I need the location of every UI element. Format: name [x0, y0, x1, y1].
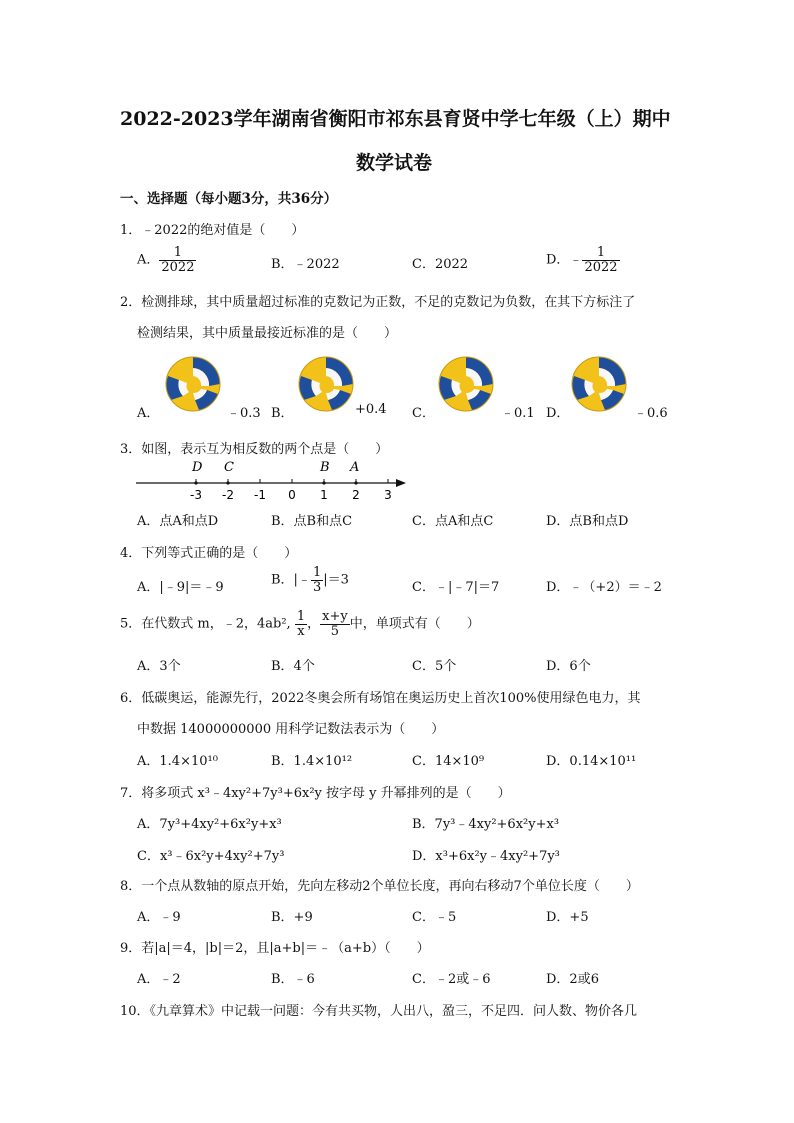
page-subtitle: 数学试卷	[356, 152, 433, 174]
q2-option-a-label: A．	[137, 406, 160, 421]
volleyball-a-image	[165, 356, 223, 414]
q8-option-d: D．+5	[546, 910, 589, 925]
q1-option-d	[546, 246, 620, 274]
tick-label-0: 0	[288, 488, 296, 502]
q6-stem-line2: 中数据 14000000000 用科学记数法表示为（ ）	[137, 722, 445, 737]
q3-option-d: D．点B和点D	[546, 514, 629, 529]
q6-option-b: B．1.4×10¹²	[271, 754, 353, 769]
q1-option-a	[137, 246, 196, 274]
q4-option-b	[271, 566, 349, 594]
q3-option-c: C．点A和点C	[412, 514, 494, 529]
q6-option-c: C．14×10⁹	[412, 754, 485, 769]
q1-d-fraction	[582, 246, 619, 274]
q2-option-b-label: B．	[271, 406, 294, 421]
q1-option-b: B．﹣2022	[271, 257, 340, 272]
q1-d-label: D．﹣	[546, 252, 583, 268]
q1-d-den: 2022	[584, 259, 618, 275]
page-title: 2022-2023学年湖南省衡阳市祁东县育贤中学七年级（上）期中	[120, 108, 671, 130]
q4-b-den: 3	[312, 579, 322, 595]
q2-stem-line2: 检测结果，其中质量最接近标准的是（ ）	[137, 326, 398, 341]
q5-stem	[120, 610, 480, 638]
q9-option-a: A．﹣2	[137, 972, 181, 987]
number-line-diagram	[130, 456, 415, 504]
q2-option-d-label: D．	[546, 406, 570, 421]
q3-option-b: B．点B和点C	[271, 514, 353, 529]
tick-label-2: 2	[352, 488, 360, 502]
q7-option-b: B．7y³﹣4xy²+6x²y+x³	[412, 817, 560, 832]
q8-option-a: A．﹣9	[137, 910, 181, 925]
point-label-a: A	[350, 460, 360, 475]
q1-a-den: 2022	[161, 259, 195, 275]
volleyball-c-image	[438, 356, 496, 414]
q4-option-d: D．﹣（+2）＝﹣2	[546, 580, 662, 595]
volleyball-d-image	[571, 356, 629, 414]
q6-stem-line1: 6．低碳奥运，能源先行，2022冬奥会所有场馆在奥运历史上首次100%使用绿色电力，其	[120, 691, 641, 706]
q1-a-label: A．	[137, 252, 160, 268]
q5-option-a: A．3个	[137, 659, 181, 674]
q2-option-c-label: C．	[412, 406, 435, 421]
q5-fraction-1	[295, 610, 307, 638]
q7-option-a: A．7y³+4xy²+6x²y+x³	[137, 817, 282, 832]
q9-option-b: B．﹣6	[271, 972, 315, 987]
q5-stem-suffix: 中，单项式有（ ）	[349, 616, 480, 632]
q5-stem-prefix: 5．在代数式 m，﹣2，4ab²,	[120, 616, 295, 632]
point-label-d: D	[192, 460, 203, 475]
q2-option-c-value: ﹣0.1	[501, 406, 535, 421]
q1-d-num: 1	[582, 246, 619, 261]
q1-stem: 1．﹣2022的绝对值是（ ）	[120, 223, 305, 238]
q1-a-num: 1	[159, 246, 196, 261]
q4-b-fraction	[311, 566, 323, 594]
q5-option-b: B．4个	[271, 659, 315, 674]
q2-stem-line1: 2．检测排球，其中质量超过标准的克数记为正数，不足的克数记为负数，在其下方标注了	[120, 295, 636, 310]
q9-option-d: D．2或6	[546, 972, 599, 987]
tick-label-1: 1	[320, 488, 328, 502]
q4-stem: 4．下列等式正确的是（ ）	[120, 546, 298, 561]
q10-stem: 10．《九章算术》中记载一问题：今有共买物，人出八，盈三，不足四．问人数、物价各几	[120, 1004, 638, 1019]
q4-b-suffix: |＝3	[323, 572, 349, 588]
q6-option-d: D．0.14×10¹¹	[546, 754, 637, 769]
q4-option-a: A．|﹣9|＝﹣9	[137, 580, 224, 595]
q4-option-c: C．﹣|﹣7|＝7	[412, 580, 500, 595]
q5-fraction-2	[320, 610, 350, 638]
q5-f2-num: x+y	[322, 609, 348, 624]
q2-option-d-value: ﹣0.6	[634, 406, 668, 421]
point-label-b: B	[320, 460, 330, 475]
q7-option-c: C．x³﹣6x²y+4xy²+7y³	[137, 849, 285, 864]
q9-option-c: C．﹣2或﹣6	[412, 972, 491, 987]
q8-option-b: B．+9	[271, 910, 313, 925]
tick-label-neg3: -3	[190, 488, 202, 502]
q5-option-c: C．5个	[412, 659, 457, 674]
axis-arrow	[396, 479, 406, 487]
q5-f2-den: 5	[330, 623, 340, 639]
q5-f1-den: x	[297, 623, 305, 639]
volleyball-b-image	[298, 356, 356, 414]
q5-f1-num: 1	[296, 609, 306, 624]
q8-option-c: C．﹣5	[412, 910, 457, 925]
q5-option-d: D．6个	[546, 659, 591, 674]
q1-option-c: C．2022	[412, 257, 469, 272]
q2-option-a-value: ﹣0.3	[227, 406, 261, 421]
q3-stem: 3．如图，表示互为相反数的两个点是（ ）	[120, 442, 389, 457]
q5-comma: ，	[307, 616, 321, 632]
tick-label-neg1: -1	[254, 488, 266, 502]
q1-a-fraction	[159, 246, 196, 274]
tick-label-neg2: -2	[222, 488, 234, 502]
q7-option-d: D．x³+6x²y﹣4xy²+7y³	[412, 849, 560, 864]
q3-option-a: A．点A和点D	[137, 514, 219, 529]
q2-option-b-value: +0.4	[355, 402, 387, 417]
tick-label-3: 3	[384, 488, 392, 502]
q4-b-num: 1	[312, 565, 322, 580]
q4-b-prefix: B．|﹣	[271, 572, 311, 588]
q6-option-a: A．1.4×10¹⁰	[137, 754, 218, 769]
q9-stem: 9．若|a|＝4，|b|＝2，且|a+b|＝﹣（a+b）（ ）	[120, 941, 430, 956]
q7-stem: 7．将多项式 x³﹣4xy²+7y³+6x²y 按字母 y 升幂排列的是（ ）	[120, 786, 511, 801]
point-label-c: C	[224, 460, 234, 475]
section-heading: 一、选择题（每小题3分，共36分）	[120, 191, 338, 207]
q8-stem: 8．一个点从数轴的原点开始，先向左移动2个单位长度，再向右移动7个单位长度（ ）	[120, 879, 639, 894]
